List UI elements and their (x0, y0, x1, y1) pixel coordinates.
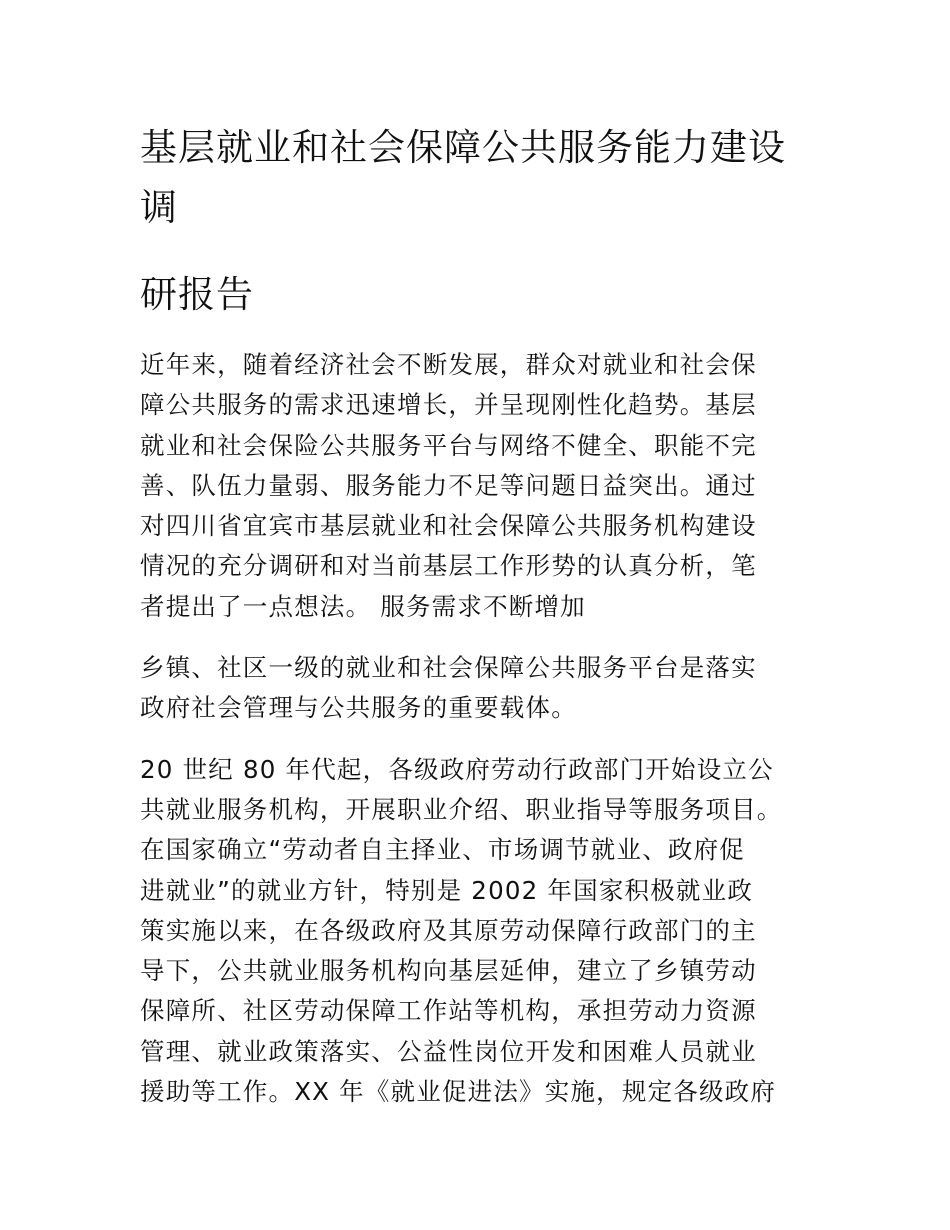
document-title-line-1: 基层就业和社会保障公共服务能力建设 (140, 126, 786, 169)
text-line: 就业和社会保险公共服务平台与网络不健全、职能不完 (140, 430, 757, 460)
text-line: 援助等工作。XX 年《就业促进法》实施，规定各级政府 (140, 1077, 777, 1107)
document-title-line-2: 调 (140, 186, 178, 229)
text-line: 政府社会管理与公共服务的重要载体。 (140, 693, 577, 723)
text-line: 情况的充分调研和对当前基层工作形势的认真分析，笔 (140, 551, 757, 581)
text-line: 策实施以来，在各级政府及其原劳动保障行政部门的主 (140, 915, 757, 945)
text-line: 对四川省宜宾市基层就业和社会保障公共服务机构建设 (140, 511, 757, 541)
text-line: 保障所、社区劳动保障工作站等机构，承担劳动力资源 (140, 996, 757, 1026)
text-line: 在国家确立“劳动者自主择业、市场调节就业、政府促 (140, 835, 745, 865)
text-line: 共就业服务机构，开展职业介绍、职业指导等服务项目。 (140, 794, 783, 824)
text-line: 20 世纪 80 年代起，各级政府劳动行政部门开始设立公 (140, 754, 774, 784)
paragraph-history (140, 750, 820, 1113)
text-line: 管理、就业政策落实、公益性岗位开发和困难人员就业 (140, 1036, 757, 1066)
paragraph-platform (140, 648, 820, 729)
paragraph-intro (140, 345, 820, 627)
text-line: 者提出了一点想法。 服务需求不断增加 (140, 591, 586, 621)
text-line: 进就业”的就业方针，特别是 2002 年国家积极就业政 (140, 875, 754, 905)
text-line: 善、队伍力量弱、服务能力不足等问题日益突出。通过 (140, 470, 757, 500)
text-line: 障公共服务的需求迅速增长，并呈现刚性化趋势。基层 (140, 390, 757, 420)
text-line: 近年来，随着经济社会不断发展，群众对就业和社会保 (140, 350, 757, 379)
document-page (140, 118, 820, 1133)
text-line: 导下，公共就业服务机构向基层延伸，建立了乡镇劳动 (140, 956, 757, 986)
text-line: 乡镇、社区一级的就业和社会保障公共服务平台是落实 (140, 653, 757, 683)
document-title-line-3: 研报告 (140, 273, 254, 316)
